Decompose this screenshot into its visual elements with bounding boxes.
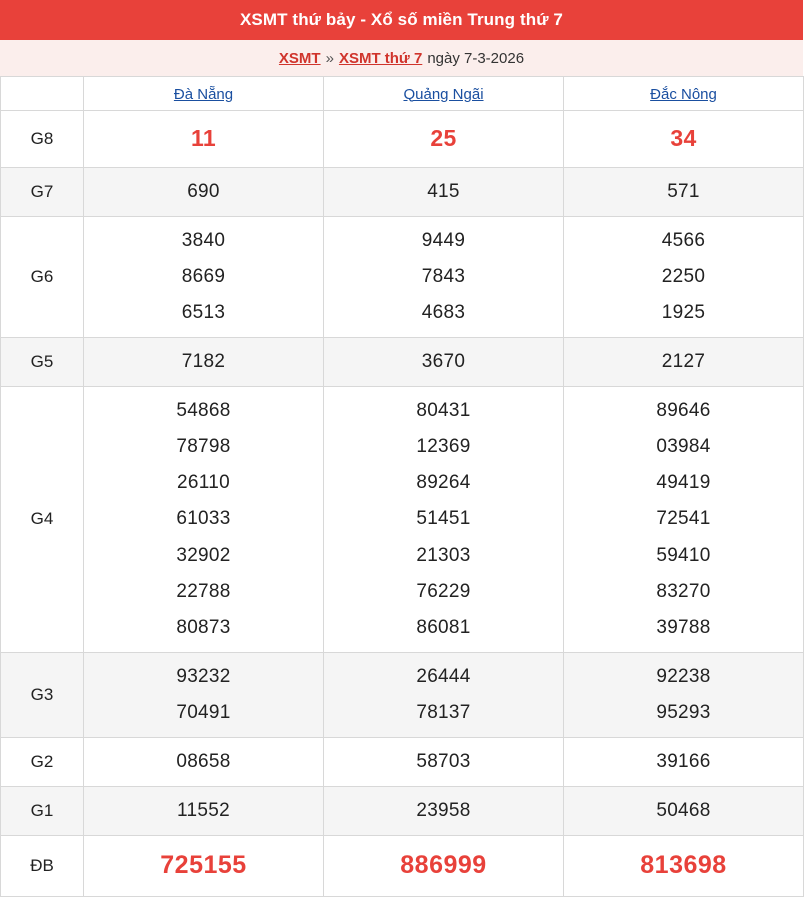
prize-label: G6 xyxy=(1,216,84,337)
table-row xyxy=(1,787,804,836)
prize-cell xyxy=(324,787,564,836)
province-link-3[interactable]: Đắc Nông xyxy=(650,85,717,103)
prize-cell xyxy=(84,216,324,337)
province-link-1[interactable]: Đà Nẵng xyxy=(173,85,234,103)
prize-cell xyxy=(324,111,564,168)
prize-number: 80431 xyxy=(416,400,471,422)
breadcrumb-link-current[interactable]: XSMT thứ 7 xyxy=(338,49,423,67)
prize-number: 690 xyxy=(187,180,220,202)
table-row xyxy=(1,836,804,897)
prize-label: G8 xyxy=(1,111,84,168)
prize-number: 4683 xyxy=(421,301,466,323)
prize-number: 70491 xyxy=(176,701,231,723)
prize-number: 7182 xyxy=(181,351,226,373)
prize-label: G2 xyxy=(1,738,84,787)
prize-cell xyxy=(324,216,564,337)
prize-cell xyxy=(324,167,564,216)
table-row xyxy=(1,738,804,787)
prize-number: 92238 xyxy=(656,665,711,687)
prize-number: 08658 xyxy=(176,751,231,772)
table-row xyxy=(1,338,804,387)
breadcrumb-date: ngày 7-3-2026 xyxy=(427,49,525,67)
prize-number: 7843 xyxy=(421,265,466,287)
prize-number: 83270 xyxy=(656,580,711,602)
prize-cell xyxy=(564,836,804,897)
page-title: XSMT thứ bảy - Xổ số miền Trung thứ 7 xyxy=(239,10,563,29)
prize-number: 22788 xyxy=(176,580,231,602)
prize-label: G4 xyxy=(1,387,84,653)
column-header-province-3 xyxy=(564,77,804,111)
results-table-body xyxy=(1,111,804,897)
column-header-province-2 xyxy=(324,77,564,111)
results-table-head xyxy=(1,77,804,111)
prize-number: 34 xyxy=(670,125,697,151)
prize-label: G3 xyxy=(1,652,84,737)
prize-cell xyxy=(84,738,324,787)
prize-cell xyxy=(84,787,324,836)
prize-number: 725155 xyxy=(160,851,247,880)
prize-number: 25 xyxy=(430,125,457,151)
prize-cell xyxy=(564,338,804,387)
province-link-2[interactable]: Quảng Ngãi xyxy=(403,85,484,103)
page-header xyxy=(0,0,803,40)
prize-number: 54868 xyxy=(176,400,231,422)
prize-cell xyxy=(324,738,564,787)
prize-cell xyxy=(564,216,804,337)
prize-cell xyxy=(564,738,804,787)
prize-number: 571 xyxy=(667,180,700,202)
prize-number: 9449 xyxy=(421,229,466,251)
results-table xyxy=(0,76,804,897)
breadcrumb-link-home[interactable]: XSMT xyxy=(278,49,321,67)
prize-number: 415 xyxy=(427,180,460,202)
prize-number: 51451 xyxy=(416,508,471,530)
prize-cell xyxy=(324,836,564,897)
prize-number: 23958 xyxy=(416,800,471,822)
prize-number: 6513 xyxy=(181,301,226,323)
prize-number: 39788 xyxy=(656,616,711,638)
table-row xyxy=(1,387,804,653)
prize-label: G7 xyxy=(1,167,84,216)
prize-cell xyxy=(564,387,804,653)
prize-label: G1 xyxy=(1,787,84,836)
prize-cell xyxy=(84,338,324,387)
prize-cell xyxy=(564,787,804,836)
prize-number: 80873 xyxy=(176,616,231,638)
table-corner-cell xyxy=(1,77,84,111)
breadcrumb xyxy=(0,40,803,76)
prize-cell xyxy=(564,167,804,216)
prize-label: G5 xyxy=(1,338,84,387)
prize-number: 26110 xyxy=(177,472,230,494)
prize-number: 89646 xyxy=(656,400,711,422)
prize-cell xyxy=(84,111,324,168)
prize-cell xyxy=(324,652,564,737)
column-header-province-1 xyxy=(84,77,324,111)
prize-number: 78137 xyxy=(416,701,471,723)
prize-number: 813698 xyxy=(640,851,727,880)
prize-cell xyxy=(564,652,804,737)
prize-number: 58703 xyxy=(416,751,471,772)
prize-number: 886999 xyxy=(400,851,487,880)
prize-cell xyxy=(564,111,804,168)
prize-number: 2127 xyxy=(661,351,706,373)
prize-number: 95293 xyxy=(656,701,711,723)
prize-number: 8669 xyxy=(181,265,226,287)
prize-cell xyxy=(84,387,324,653)
prize-number: 11 xyxy=(191,125,216,151)
prize-number: 50468 xyxy=(656,800,711,822)
prize-number: 1925 xyxy=(661,301,706,323)
table-row xyxy=(1,111,804,168)
prize-number: 86081 xyxy=(416,616,471,638)
prize-cell xyxy=(84,652,324,737)
prize-number: 76229 xyxy=(416,580,471,602)
prize-number: 61033 xyxy=(176,508,231,530)
table-row xyxy=(1,216,804,337)
prize-number: 26444 xyxy=(416,665,471,687)
prize-number: 93232 xyxy=(176,665,231,687)
prize-number: 21303 xyxy=(416,544,471,566)
prize-label: ĐB xyxy=(1,836,84,897)
table-row xyxy=(1,167,804,216)
prize-number: 3840 xyxy=(181,229,226,251)
table-row xyxy=(1,652,804,737)
prize-number: 03984 xyxy=(656,436,711,458)
prize-cell xyxy=(84,836,324,897)
table-header-row xyxy=(1,77,804,111)
prize-number: 2250 xyxy=(661,265,706,287)
prize-cell xyxy=(324,338,564,387)
prize-number: 49419 xyxy=(656,472,711,494)
prize-number: 59410 xyxy=(656,544,711,566)
prize-cell xyxy=(84,167,324,216)
prize-number: 11552 xyxy=(177,800,230,822)
prize-number: 3670 xyxy=(421,351,466,373)
prize-number: 4566 xyxy=(661,229,706,251)
prize-cell xyxy=(324,387,564,653)
prize-number: 89264 xyxy=(416,472,471,494)
prize-number: 12369 xyxy=(416,436,471,458)
prize-number: 72541 xyxy=(656,508,711,530)
prize-number: 39166 xyxy=(656,751,711,772)
breadcrumb-separator: » xyxy=(325,49,334,67)
prize-number: 78798 xyxy=(176,436,231,458)
prize-number: 32902 xyxy=(176,544,231,566)
